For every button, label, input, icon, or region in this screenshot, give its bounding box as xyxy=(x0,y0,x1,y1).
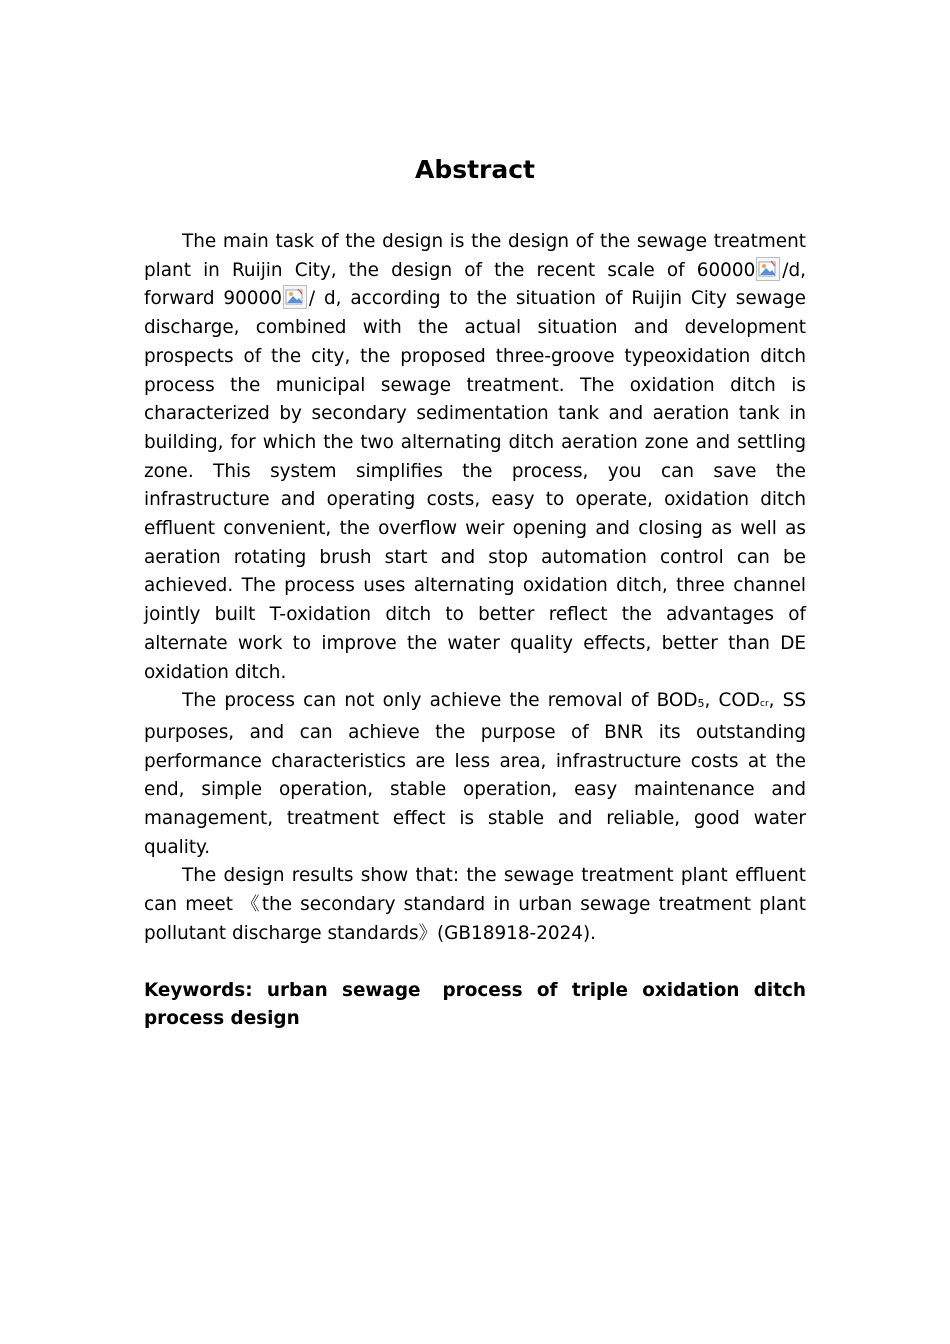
keyword-rest: process of triple oxidation ditch process design xyxy=(144,979,806,1030)
keywords-line xyxy=(144,977,806,1034)
paragraph-2-part-a: The process can not only achieve the removal of BOD xyxy=(182,690,698,712)
paragraph-1-part-c: / d, according to the situation of Ruijin City sewage discharge, combined with the actual situation and development prospects of the city, the proposed three-groove typeoxidation ditch process the municipal sewage treatment. The oxidation ditch is characterized by secondary sedimentation tank and aeration tank in building, for which the two alternating ditch aeration zone and settling zone. This system simplifies the process, you can save the infrastructure and operating costs, easy to operate, oxidation ditch effluent convenient, the overflow weir opening and closing as well as aeration rotating brush start and stop automation control can be achieved. The process uses alternating oxidation ditch, three channel jointly built T-oxidation ditch to better reflect the advantages of alternate work to improve the water quality effects, better than DE oxidation ditch. xyxy=(144,288,806,683)
keywords-label: Keywords: xyxy=(144,979,253,1001)
paragraph-2-part-b: , COD xyxy=(704,690,761,712)
keyword-1: urban sewage xyxy=(266,979,421,1001)
bod-subscript: 5 xyxy=(697,697,705,711)
paragraph-3: The design results show that: the sewage treatment plant effluent can meet 《the secondary standard in urban sewage treatment plant pollutant discharge standards》(GB18918-2024). xyxy=(144,865,806,944)
paragraph-1-part-a: The main task of the design is the design of the sewage treatment plant in Ruijin City, the design of the recent scale of 60000 xyxy=(144,231,806,281)
abstract-body xyxy=(144,228,806,949)
document-page xyxy=(144,150,806,1034)
paragraph-2-part-c: , SS purposes, and can achieve the purpose of BNR its outstanding performance characteristics are less area, infrastructure costs at the end, simple operation, stable operation, easy maintenance and management, treatment effect is stable and reliable, good water quality. xyxy=(144,690,806,858)
broken-image-icon xyxy=(756,257,780,281)
paragraph-1 xyxy=(144,228,806,687)
abstract-heading: Abstract xyxy=(414,155,536,184)
paragraph-1-part-b: /d, forward 90000 xyxy=(144,259,806,310)
paragraph-2 xyxy=(144,687,806,862)
cod-subscript: cr xyxy=(760,699,769,710)
broken-image-icon xyxy=(283,285,307,309)
